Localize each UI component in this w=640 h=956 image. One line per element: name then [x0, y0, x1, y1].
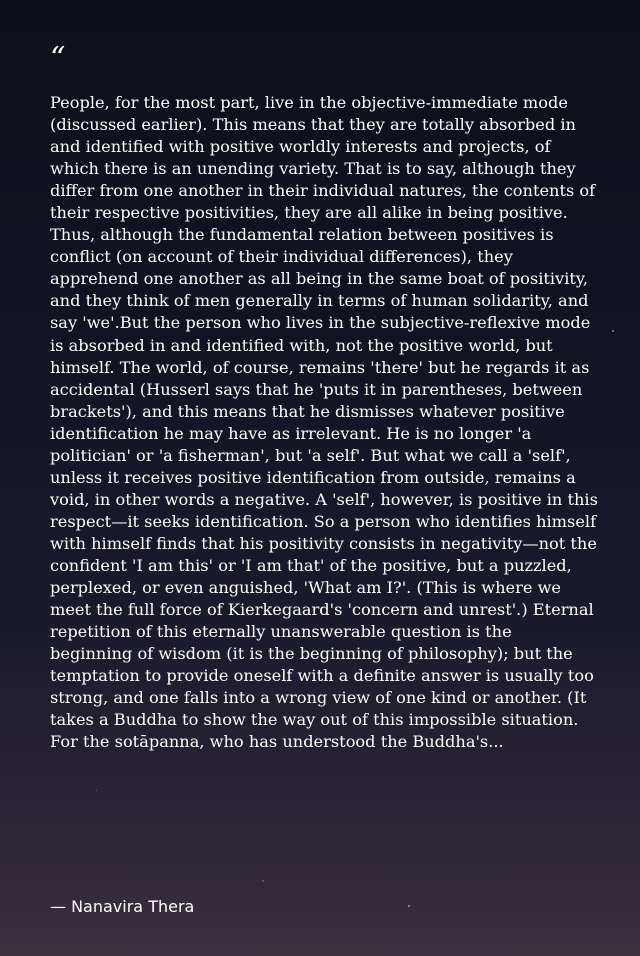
- background-star: [262, 880, 264, 882]
- background-star: [408, 905, 410, 907]
- background-star: [96, 790, 97, 791]
- quote-text: People, for the most part, live in the objective-immediate mode (discussed earlier). This means that they are totally absorbed in and identified with positive worldly interests and projects, of which there is an unending variety. That is to say, although they differ from one another in their individual natures, the contents of their respective positivities, they are all alike in being positive. Thus, although the fundamental relation between positives is conflict (on account of their individual differences), they apprehend one another as all being in the same boat of positivity, and they think of men generally in terms of human solidarity, and say 'we'.But the person who lives in the subjective-reflexive mode is absorbed in and identified with, not the positive world, but himself. The world, of course, remains 'there' but he regards it as accidental (Husserl says that he 'puts it in parentheses, between brackets'), and this means that he dismisses whatever positive identification he may have as irrelevant. He is no longer 'a politician' or 'a fisherman', but 'a self'. But what we call a 'self', unless it receives positive identification from outside, remains a void, in other words a negative. A 'self', however, is positive in this respect—it seeks identification. So a person who identifies himself with himself finds that his positivity consists in negativity—not the confident 'I am this' or 'I am that' of the positive, but a puzzled, perplexed, or even anguished, 'What am I?'. (This is where we meet the full force of Kierkegaard's 'concern and unrest'.) Eternal repetition of this eternally unanswerable question is the beginning of wisdom (it is the beginning of philosophy); but the temptation to provide oneself with a definite answer is usually too strong, and one falls into a wrong view of one kind or another. (It takes a Buddha to show the way out of this impossible situation. For the sotāpanna, who has understood the Buddha's...: [50, 93, 598, 752]
- quote-author: — Nanavira Thera: [50, 897, 195, 916]
- quote-mark-icon: “: [50, 41, 66, 76]
- background-star: [612, 330, 614, 332]
